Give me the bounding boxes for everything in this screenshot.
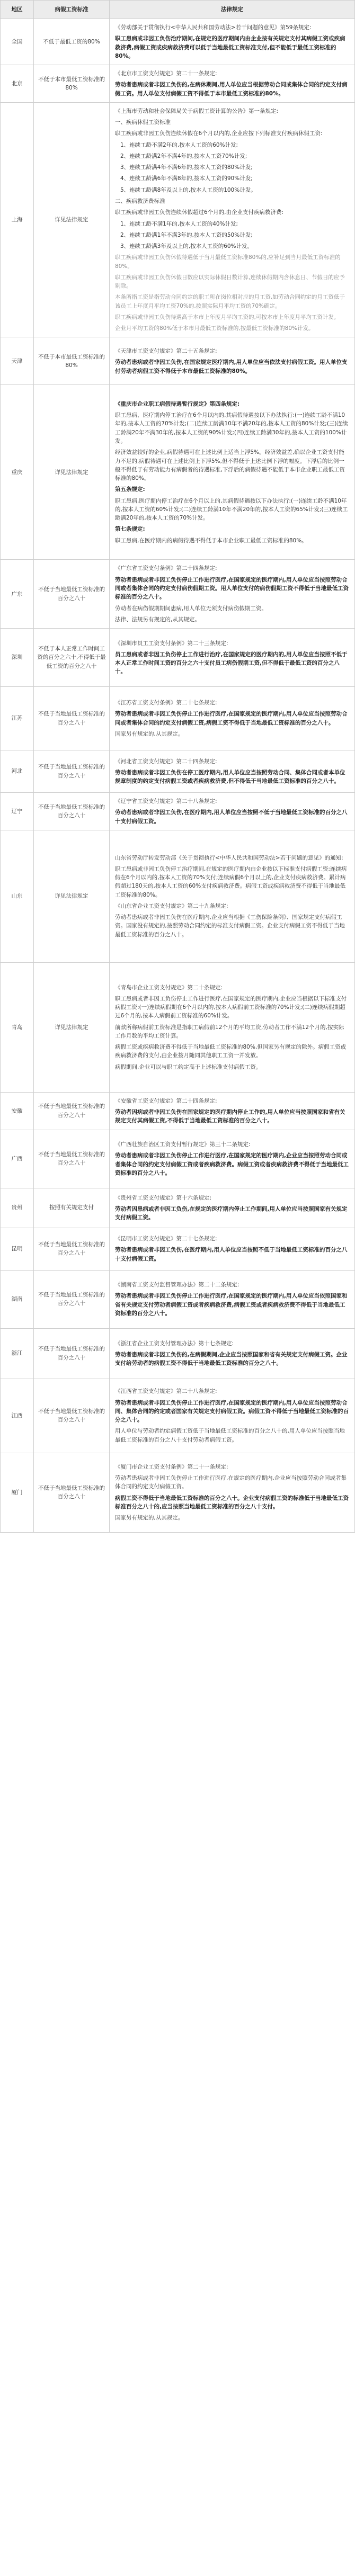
law-cell <box>110 750 355 793</box>
law-paragraph: 3、连续工龄满4年不满6年的,按本人工资的80%计发; <box>120 164 253 171</box>
law-paragraph: 一、疾病休假工资标准 <box>115 119 171 126</box>
law-paragraph: 《深圳市员工工资支付条例》第二十三条规定: <box>115 640 228 647</box>
law-paragraph: 2、连续工龄满2年不满4年的,按本人工资70%计发; <box>120 153 247 159</box>
table-row <box>1 793 355 830</box>
header-law: 法律规定 <box>110 1 355 19</box>
law-cell <box>110 687 355 750</box>
region-cell: 青岛 <box>1 962 34 1092</box>
table-row <box>1 1188 355 1228</box>
law-paragraph: 职工疾病或非因工负伤连续休假超过6个月的,由企业支付疾病救济费: <box>115 209 284 216</box>
region-cell: 上海 <box>1 102 34 337</box>
table-body <box>1 19 355 1533</box>
law-cell <box>110 337 355 385</box>
table-row <box>1 65 355 103</box>
law-paragraph: 《河北省工资支付规定》第二十四条规定: <box>115 758 217 765</box>
standard-cell: 不低于当地最低工资标准的百分之八十 <box>34 560 110 629</box>
law-paragraph: 职工疾病或非因工负伤休假待遇低于当月最低工资标准80%的,应补足到当月最低工资标准的80%。 <box>115 254 341 270</box>
law-paragraph: 4、连续工龄满6年不满8年的,按本人工资的90%计发; <box>120 175 253 182</box>
law-paragraph: 《湖南省工资支付监督管理办法》第二十二条规定: <box>115 1282 239 1289</box>
law-paragraph: 2、连续工龄满1年不满3年的,按本人工资的50%计发; <box>120 231 253 238</box>
law-paragraph: 《上海市劳动和社会保障局关于病假工资计算的公告》第一条规定: <box>115 108 279 114</box>
law-paragraph: 《天津市工资支付规定》第二十五条规定: <box>115 348 217 355</box>
standard-cell: 不低于当地最低工资标准的百分之八十 <box>34 1379 110 1453</box>
standard-cell: 不低于本人正常工作时间工资的百分之六十,不得低于最低工资的百分之八十 <box>34 629 110 687</box>
law-paragraph: 劳动者患病或者非因工负伤停止工作进行医疗,在国家规定的医疗期内,企业应当按照劳动合同或者集体合同的约定支付病假工资或者疾病救济费。病假工资或者疾病救济费不得低于当地最低工资标准的百分之八十。 <box>115 1152 349 1176</box>
region-cell: 厦门 <box>1 1453 34 1532</box>
law-paragraph: 1、连续工龄不满1年的,按本人工资的40%计发; <box>120 220 238 227</box>
region-cell: 山东 <box>1 830 34 962</box>
standard-cell: 详见法律规定 <box>34 830 110 962</box>
law-paragraph: 劳动者患病或者非因工负伤的,在病休期间,用人单位应当根据劳动合同或集体合同的约定支付病假工资。用人单位支付病假工资不得低于本市最低工资标准的80%。 <box>115 82 348 97</box>
header-region: 地区 <box>1 1 34 19</box>
law-paragraph: 职工疾病或非因工负伤待遇高于本市上年度月平均工资的,可按本市上年度月平均工资计发。 <box>115 314 340 320</box>
law-paragraph: 《江西省工资支付规定》第二十八条规定: <box>115 1388 217 1395</box>
table-row <box>1 687 355 750</box>
law-paragraph: 病假工资或疾病救济费不得低于当地最低工资标准的80%,但国家另有规定的除外。病假工资或疾病救济费的支付,由企业按月随同其他职工工资一并发放。 <box>115 1044 347 1059</box>
region-cell: 贵州 <box>1 1188 34 1228</box>
table-row <box>1 560 355 629</box>
law-paragraph: 劳动者患病或者非因工负伤在停工医疗期内,用人单位应当按照劳动合同、集体合同或者本单位规章制度的约定支付病假工资或者疾病救济费,但不得低于当地最低工资标准的百分之八十。 <box>115 769 345 785</box>
table-row <box>1 830 355 962</box>
standard-cell: 按照有关规定支付 <box>34 1188 110 1228</box>
law-cell <box>110 385 355 560</box>
law-paragraph: 职工患病或非因工负伤治疗期间,在规定的医疗期间内由企业按有关规定支付其病假工资或疾病救济费,病假工资或疾病救济费可以低于当地最低工资标准支付,但不能低于最低工资标准的80%。 <box>115 35 345 59</box>
region-cell: 河北 <box>1 750 34 793</box>
table-header-row <box>1 1 355 19</box>
law-paragraph: 3、连续工龄满3年及以上的,按本人工资的60%计发。 <box>120 243 253 250</box>
standard-cell: 不低于当地最低工资标准的百分之八十 <box>34 1092 110 1130</box>
law-cell <box>110 962 355 1092</box>
law-paragraph: 劳动者患病或者非因工负伤停止工作进行医疗,在规定的医疗期内,企业应当按照劳动合同或者集体合同的约定支付病假工资。 <box>115 1475 347 1490</box>
region-cell: 江苏 <box>1 687 34 750</box>
law-paragraph: 第五条规定: <box>115 486 145 493</box>
table-row <box>1 19 355 65</box>
law-paragraph: 员工患病或者非因工负伤停止工作进行治疗,在国家规定的医疗期内的,用人单位应当按照不低于本人正常工作时间工资的百分之六十支付员工病伤假期工资,但不得低于最低工资的百分之八十。 <box>115 651 348 675</box>
table-row <box>1 337 355 385</box>
law-paragraph: 法律、法规另有规定的,从其规定。 <box>115 616 200 623</box>
law-cell <box>110 629 355 687</box>
table-row <box>1 629 355 687</box>
standard-cell: 不低于当地最低工资标准的百分之八十 <box>34 1453 110 1532</box>
table-row <box>1 750 355 793</box>
law-paragraph: 第七条规定: <box>115 526 145 533</box>
law-cell <box>110 1453 355 1532</box>
law-cell <box>110 1228 355 1270</box>
law-paragraph: 国家另有规定的,从其规定。 <box>115 730 184 737</box>
standard-cell: 详见法律规定 <box>34 385 110 560</box>
region-cell: 广东 <box>1 560 34 629</box>
table-row <box>1 1130 355 1188</box>
law-paragraph: 《贵州省工资支付规定》第十六条规定: <box>115 1194 212 1201</box>
region-cell: 昆明 <box>1 1228 34 1270</box>
law-paragraph: 《江苏省工资支付条例》第二十七条规定: <box>115 700 217 706</box>
region-cell: 天津 <box>1 337 34 385</box>
law-paragraph: 职工患病,在医疗期内的病假待遇不得低于本市企业职工最低工资标准的80%。 <box>115 537 307 544</box>
standard-cell: 不低于本市最低工资标准的80% <box>34 337 110 385</box>
law-cell <box>110 1130 355 1188</box>
law-paragraph: 《昆明市工资支付规定》第二十七条规定: <box>115 1236 217 1242</box>
law-cell <box>110 102 355 337</box>
law-paragraph: 《辽宁省工资支付规定》第二十八条规定: <box>115 798 217 805</box>
law-paragraph: 《山东省企业工资支付规定》第二十九条规定: <box>115 902 228 909</box>
region-cell: 重庆 <box>1 385 34 560</box>
law-paragraph: 5、连续工龄满8年及以上的,按本人工资的100%计发。 <box>120 186 256 193</box>
law-paragraph: 劳动者因患病或者非因工负伤,在规定的医疗期内停止工作期间,用人单位应当按照国家有关规定支付病假工资。 <box>115 1205 348 1221</box>
region-cell: 辽宁 <box>1 793 34 830</box>
standard-cell: 详见法律规定 <box>34 102 110 337</box>
region-cell: 北京 <box>1 65 34 103</box>
region-cell: 广西 <box>1 1130 34 1188</box>
header-standard: 病假工资标准 <box>34 1 110 19</box>
standard-cell: 不低于当地最低工资标准的百分之八十 <box>34 1328 110 1379</box>
region-cell: 安徽 <box>1 1092 34 1130</box>
law-paragraph: 用人单位与劳动者约定病假工资低于当地最低工资标准的百分之八十的,用人单位应当按照当地最低工资标准的百分之八十支付劳动者病假工资。 <box>115 1428 345 1443</box>
region-cell: 深圳 <box>1 629 34 687</box>
law-cell <box>110 19 355 65</box>
law-paragraph: 《青岛市企业工资支付规定》第二十条规定: <box>115 984 223 991</box>
law-paragraph: 劳动者患病或者非因工负伤,在医疗期内,用人单位应当按照不低于当地最低工资标准的百分之八十支付病假工资。 <box>115 1247 348 1262</box>
region-cell: 全国 <box>1 19 34 65</box>
region-cell: 浙江 <box>1 1328 34 1379</box>
law-paragraph: 《重庆市企业职工病假待遇暂行规定》第四条规定: <box>115 400 240 407</box>
table-row <box>1 1379 355 1453</box>
law-paragraph: 职工患病,医疗期内停工治疗在6个月以上的,其病假待遇按以下办法执行:(一)连续工龄不满10年的,按本人工资的60%计发;(二)连续工龄满10年不满20年的,按本人工资的65%计发;(三)连续工龄满20年的,按本人工资的70%计发。 <box>115 497 348 522</box>
standard-cell: 详见法律规定 <box>34 962 110 1092</box>
law-paragraph: 企业月平均工资的80%低于本市月最低工资标准的,按最低工资标准的80%计发。 <box>115 325 314 332</box>
law-cell <box>110 830 355 962</box>
table-row <box>1 1328 355 1379</box>
standard-cell: 不低于当地最低工资标准的百分之八十 <box>34 1130 110 1188</box>
law-paragraph: 劳动者患病或者非因工负伤停止工作进行医疗,在国家规定的医疗期内,用人单位应当按照劳动合同、集体合同的约定或者国家有关规定支付病假工资。病假工资不得低于当地最低工资标准的百分之八十。 <box>115 1399 349 1424</box>
law-paragraph: 劳动者因病或者非因工负伤在国家规定的医疗期内停止工作的,用人单位应当按照国家和省有关规定支付其病假工资,不得低于当地最低工资标准的百分之八十。 <box>115 1109 345 1124</box>
standard-cell: 不低于最低工资的80% <box>34 19 110 65</box>
law-paragraph: 劳动者患病或者非因工负伤在医疗期内,企业应当根据《工伤保险条例》、国家规定支付病假工资。国家没有规定的,按照劳动合同约定的标准支付病假工资。企业支付病假工资不得低于当地最低工资标准的百分之八十。 <box>115 914 345 938</box>
law-paragraph: 劳动者患病或者非因工负伤,在医疗期内,用人单位应当按照不低于当地最低工资标准的百分之八十支付病假工资。 <box>115 809 348 825</box>
region-cell: 湖南 <box>1 1270 34 1328</box>
law-cell <box>110 1270 355 1328</box>
law-cell <box>110 1188 355 1228</box>
law-paragraph: 《浙江省企业工资支付管理办法》第十七条规定: <box>115 1340 234 1347</box>
law-paragraph: 病假工资不得低于当地最低工资标准的百分之八十。企业支付病假工资的标准低于当地最低工资标准百分之八十的,应当按照当地最低工资标准的百分之八十支付。 <box>115 1495 349 1510</box>
table-row <box>1 1228 355 1270</box>
standard-cell: 不低于当地最低工资标准的百分之八十 <box>34 1270 110 1328</box>
law-cell <box>110 65 355 103</box>
law-paragraph: 职工患病、医疗期内停工治疗在6个月以内的,其病假待遇按以下办法执行:(一)连续工龄不满10年的,按本人工资的70%计发;(二)连续工龄满10年不满20年的,按本人工资的80%计发;(三)连续工龄满20年不满30年的,按本人工资的90%计发;(四)连续工龄满30年的,按本人工资的100%计发。 <box>115 412 348 444</box>
law-paragraph: 前款所称病假前工资标准是指职工病假前12个月的平均工资,劳动者工作不满12个月的,按实际工作月数的平均工资计算。 <box>115 1024 344 1039</box>
law-cell <box>110 1328 355 1379</box>
table-row <box>1 1270 355 1328</box>
region-cell: 江西 <box>1 1379 34 1453</box>
law-paragraph: 1、连续工龄不满2年的,按本人工资的60%计发; <box>120 141 238 148</box>
law-paragraph: 劳动者患病或者非因工负伤停止工作进行医疗,在国家规定的医疗期内,用人单位应当按照劳动合同或者集体合同的约定支付病假工资,病假工资不得低于当地最低工资标准的百分之八十。 <box>115 711 348 726</box>
law-paragraph: 职工疾病或非因工负伤休假日数应以实际休假日数计算,连续休假期内含休息日、节假日的应予剔除。 <box>115 274 345 290</box>
table-row <box>1 962 355 1092</box>
standard-cell: 不低于当地最低工资标准的百分之八十 <box>34 1228 110 1270</box>
law-paragraph: 劳动者患病或者非因工负伤停止工作进行医疗,在国家规定的医疗期内,用人单位应当依照国家和省有关规定支付劳动者病假工资或者疾病救济费,病假工资或者疾病救济费不得低于当地最低工资标准的百分之八十。 <box>115 1293 348 1317</box>
standard-cell: 不低于当地最低工资标准的百分之八十 <box>34 750 110 793</box>
standard-cell: 不低于当地最低工资标准的百分之八十 <box>34 687 110 750</box>
table-row <box>1 385 355 560</box>
law-paragraph: 《安徽省工资支付规定》第二十四条规定: <box>115 1097 217 1104</box>
table-row <box>1 1453 355 1532</box>
law-paragraph: 山东省劳动厅转发劳动部《关于贯彻执行<中华人民共和国劳动法>若干问题的意见》的通知: <box>115 854 343 861</box>
law-paragraph: 本条所指工资是指劳动合同约定的职工所在岗位相对应的月工资,如劳动合同约定的月工资低于该员工上年度月平均工资70%的,按照实际月平均工资的70%确定。 <box>115 294 345 309</box>
law-paragraph: 劳动者在病伤假期期间患病,用人单位无须支付病伤假期工资。 <box>115 605 267 612</box>
law-paragraph: 职工疾病或非因工负伤连续休假在6个月以内的,企业应按下列标准支付疾病休假工资: <box>115 130 323 137</box>
law-paragraph: 《劳动部关于贯彻执行<中华人民共和国劳动法>若干问题的意见》第59条规定: <box>115 24 312 31</box>
law-cell <box>110 560 355 629</box>
law-cell <box>110 793 355 830</box>
table-row <box>1 102 355 337</box>
law-paragraph: 《广西壮族自治区工资支付暂行规定》第三十二条规定: <box>115 1141 251 1148</box>
law-paragraph: 职工患病或者非因工负伤停止工作进行医疗,在国家规定的医疗期内,企业应当根据以下标准支付病假工资:(一)连续病假期在6个月以内的,按本人病假前工资标准的70%计发;(二)连续病假期超过6个月的,按本人病假前工资标准的60%计发。 <box>115 995 347 1019</box>
law-paragraph: 国家另有规定的,从其规定。 <box>115 1515 184 1522</box>
law-paragraph: 劳动者患病或者非因工负伤停止工作进行医疗,在国家规定的医疗期内,用人单位应当按照劳动合同或者集体合同的约定支付病伤假期工资。用人单位支付的病伤假期工资不得低于当地最低工资标准的百分之八十。 <box>115 576 349 601</box>
law-paragraph: 《厦门市企业工资支付条例》第二十一条规定: <box>115 1463 228 1470</box>
standard-cell: 不低于本市最低工资标准的80% <box>34 65 110 103</box>
law-paragraph: 二、疾病救济费标准 <box>115 198 165 204</box>
law-paragraph: 职工患病或非因工负伤停工治疗期间,在规定的医疗期内由企业按以下标准支付病假工资:连续病假在6个月以内的,按本人工资的70%支付;连续病假6个月以上的,企业支付疾病救济费。累计病假超过180天的,按本人工资的60%支付疾病救济费。病假工资或疾病救济费不得低于当地最低工资标准的80%。 <box>115 865 347 898</box>
law-paragraph: 病假期间,企业可以与职工约定高于上述标准支付病假工资。 <box>115 1063 262 1070</box>
law-cell <box>110 1092 355 1130</box>
law-paragraph: 经济效益较好的企业,病假待遇可在上述比例上适当上浮5%。经济效益差,确以企业工资支付能力不足的,病假待遇可在上述比例上下浮5%,但不得低于上述比例下浮的幅度。下浮后的比例一般不得低于有劳动能力有病假者的待遇标准,下浮后的病假待遇不能低于本市企业职工最低工资标准的80%。 <box>115 449 345 482</box>
law-paragraph: 劳动者患病或者非因工负伤,在国家规定医疗期内,用人单位应当依法支付病假工资。用人单位支付劳动者病假工资不得低于本市最低工资标准的80%。 <box>115 359 348 374</box>
law-paragraph: 《北京市工资支付规定》第二十一条规定: <box>115 70 217 77</box>
law-cell <box>110 1379 355 1453</box>
law-paragraph: 《广东省工资支付条例》第二十四条规定: <box>115 565 217 572</box>
law-paragraph: 劳动者患病或者非因工负伤的,在病假期间,企业应当按照国家和省有关规定支付病假工资。企业支付给劳动者的病假工资不得低于当地最低工资标准的百分之八十。 <box>115 1351 348 1367</box>
table-row <box>1 1092 355 1130</box>
standard-cell: 不低于当地最低工资标准的百分之八十 <box>34 793 110 830</box>
